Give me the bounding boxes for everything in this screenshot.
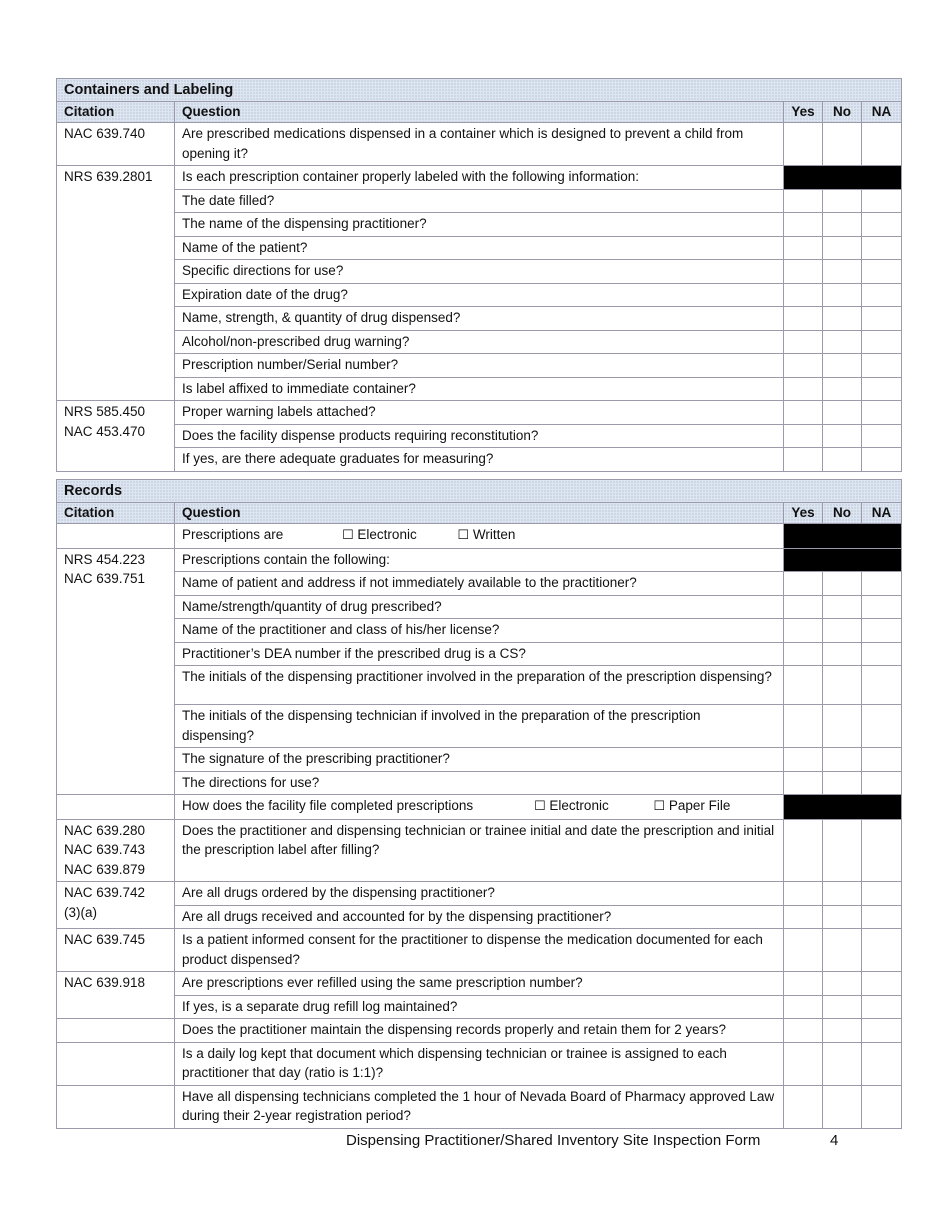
na-cell[interactable] [862, 748, 902, 772]
question: Specific directions for use? [175, 260, 784, 284]
na-cell[interactable] [862, 705, 902, 748]
no-cell[interactable] [823, 401, 862, 425]
yes-cell[interactable] [784, 572, 823, 596]
na-cell[interactable] [862, 448, 902, 472]
section-title-row [57, 480, 902, 503]
table-row [57, 377, 902, 401]
header-no: No [823, 503, 862, 524]
table-row [57, 642, 902, 666]
blocked-answer-cell [784, 548, 902, 572]
header-na: NA [862, 503, 902, 524]
na-cell[interactable] [862, 595, 902, 619]
table-row [57, 771, 902, 795]
question: Practitioner’s DEA number if the prescribed drug is a CS? [175, 642, 784, 666]
no-cell[interactable] [823, 819, 862, 882]
yes-cell[interactable] [784, 236, 823, 260]
question-text: How does the facility file completed prescriptions [182, 798, 474, 813]
blocked-answer-cell [784, 524, 902, 549]
question: Is label affixed to immediate container? [175, 377, 784, 401]
yes-cell[interactable] [784, 1085, 823, 1128]
question-text: Prescriptions are [182, 527, 284, 542]
table-row [57, 666, 902, 705]
checkbox-icon[interactable]: ☐ [457, 528, 470, 543]
option-label: Written [472, 527, 516, 542]
table-row [57, 166, 902, 190]
question: Are prescriptions ever refilled using the same prescription number? [175, 972, 784, 996]
section-title: Records [57, 480, 902, 503]
na-cell[interactable] [862, 283, 902, 307]
no-cell[interactable] [823, 123, 862, 166]
no-cell[interactable] [823, 236, 862, 260]
footer-title: Dispensing Practitioner/Shared Inventory Site Inspection Form [346, 1132, 761, 1149]
no-cell[interactable] [823, 448, 862, 472]
na-cell[interactable] [862, 1042, 902, 1085]
checkbox-icon[interactable]: ☐ [534, 799, 546, 814]
citation [57, 1085, 175, 1128]
table-row [57, 236, 902, 260]
na-cell[interactable] [862, 972, 902, 996]
no-cell[interactable] [823, 905, 862, 929]
yes-cell[interactable] [784, 377, 823, 401]
no-cell[interactable] [823, 1085, 862, 1128]
header-citation: Citation [57, 503, 175, 524]
no-cell[interactable] [823, 213, 862, 237]
table-row [57, 354, 902, 378]
table-row [57, 424, 902, 448]
question: Is each prescription container properly labeled with the following information: [175, 166, 784, 190]
yes-cell[interactable] [784, 307, 823, 331]
question: Is a patient informed consent for the practitioner to dispense the medication documented for each product dispensed? [175, 929, 784, 972]
yes-cell[interactable] [784, 666, 823, 705]
table-row [57, 572, 902, 596]
question: Proper warning labels attached? [175, 401, 784, 425]
table-row [57, 189, 902, 213]
blocked-answer-cell [784, 795, 902, 820]
page-number: 4 [830, 1132, 839, 1149]
citation: NAC 639.745 [57, 929, 175, 972]
no-cell[interactable] [823, 995, 862, 1019]
citation: NAC 639.918 [57, 972, 175, 996]
na-cell[interactable] [862, 619, 902, 643]
no-cell[interactable] [823, 619, 862, 643]
na-cell[interactable] [862, 572, 902, 596]
yes-cell[interactable] [784, 642, 823, 666]
table-row [57, 748, 902, 772]
question: Name of the practitioner and class of his/her license? [175, 619, 784, 643]
question: The date filled? [175, 189, 784, 213]
citation: NRS 585.450 NAC 453.470 [57, 401, 175, 472]
question: Name, strength, & quantity of drug dispensed? [175, 307, 784, 331]
table-row [57, 819, 902, 882]
question: If yes, is a separate drug refill log maintained? [175, 995, 784, 1019]
table-row [57, 330, 902, 354]
na-cell[interactable] [862, 213, 902, 237]
yes-cell[interactable] [784, 1019, 823, 1043]
na-cell[interactable] [862, 1085, 902, 1128]
table-row [57, 123, 902, 166]
question: Does the facility dispense products requiring reconstitution? [175, 424, 784, 448]
table-row [57, 401, 902, 425]
question: Prescription number/Serial number? [175, 354, 784, 378]
no-cell[interactable] [823, 705, 862, 748]
na-cell[interactable] [862, 995, 902, 1019]
yes-cell[interactable] [784, 995, 823, 1019]
question: The directions for use? [175, 771, 784, 795]
table-row [57, 619, 902, 643]
table-row [57, 283, 902, 307]
table-row [57, 1019, 902, 1043]
no-cell[interactable] [823, 642, 862, 666]
yes-cell[interactable] [784, 330, 823, 354]
yes-cell[interactable] [784, 619, 823, 643]
header-question: Question [175, 503, 784, 524]
no-cell[interactable] [823, 572, 862, 596]
no-cell[interactable] [823, 424, 862, 448]
no-cell[interactable] [823, 283, 862, 307]
yes-cell[interactable] [784, 123, 823, 166]
yes-cell[interactable] [784, 595, 823, 619]
citation [57, 1019, 175, 1043]
table-row [57, 1085, 902, 1128]
question: Name of patient and address if not immediately available to the practitioner? [175, 572, 784, 596]
yes-cell[interactable] [784, 705, 823, 748]
no-cell[interactable] [823, 354, 862, 378]
question: Alcohol/non-prescribed drug warning? [175, 330, 784, 354]
yes-cell[interactable] [784, 748, 823, 772]
question: Is a daily log kept that document which dispensing technician or trainee is assigned to each practitioner that day (ratio is 1:1)? [175, 1042, 784, 1085]
na-cell[interactable] [862, 882, 902, 906]
question: If yes, are there adequate graduates for measuring? [175, 448, 784, 472]
na-cell[interactable] [862, 905, 902, 929]
section-title-row [57, 79, 902, 102]
table-row [57, 595, 902, 619]
question: Prescriptions contain the following: [175, 548, 784, 572]
table-row [57, 995, 902, 1019]
yes-cell[interactable] [784, 882, 823, 906]
yes-cell[interactable] [784, 401, 823, 425]
no-cell[interactable] [823, 260, 862, 284]
na-cell[interactable] [862, 123, 902, 166]
citation: NRS 454.223 NAC 639.751 [57, 548, 175, 795]
option-label: Electronic [549, 798, 609, 813]
page-footer [346, 1132, 839, 1149]
table-row [57, 307, 902, 331]
no-cell[interactable] [823, 748, 862, 772]
table-row [57, 524, 902, 549]
question [175, 524, 784, 549]
header-yes: Yes [784, 102, 823, 123]
checkbox-icon[interactable]: ☐ [342, 528, 354, 543]
na-cell[interactable] [862, 929, 902, 972]
citation [57, 995, 175, 1019]
na-cell[interactable] [862, 401, 902, 425]
yes-cell[interactable] [784, 189, 823, 213]
yes-cell[interactable] [784, 929, 823, 972]
header-row [57, 503, 902, 524]
na-cell[interactable] [862, 189, 902, 213]
table-row [57, 705, 902, 748]
citation: NAC 639.742 (3)(a) [57, 882, 175, 929]
citation [57, 1042, 175, 1085]
header-question: Question [175, 102, 784, 123]
no-cell[interactable] [823, 595, 862, 619]
citation: NAC 639.280 NAC 639.743 NAC 639.879 [57, 819, 175, 882]
yes-cell[interactable] [784, 972, 823, 996]
na-cell[interactable] [862, 377, 902, 401]
table-row [57, 260, 902, 284]
yes-cell[interactable] [784, 905, 823, 929]
na-cell[interactable] [862, 330, 902, 354]
yes-cell[interactable] [784, 448, 823, 472]
na-cell[interactable] [862, 666, 902, 705]
question: The initials of the dispensing practitioner involved in the preparation of the prescription dispensing? [175, 666, 784, 705]
na-cell[interactable] [862, 642, 902, 666]
table-row [57, 929, 902, 972]
option-label: Paper File [668, 798, 731, 813]
table-row [57, 795, 902, 820]
containers-labeling-table [56, 78, 902, 472]
na-cell[interactable] [862, 1019, 902, 1043]
question: Are prescribed medications dispensed in a container which is designed to prevent a child from opening it? [175, 123, 784, 166]
table-row [57, 1042, 902, 1085]
no-cell[interactable] [823, 307, 862, 331]
header-row [57, 102, 902, 123]
question: Does the practitioner and dispensing technician or trainee initial and date the prescription and initial the prescription label after filling? [175, 819, 784, 882]
na-cell[interactable] [862, 424, 902, 448]
table-row [57, 213, 902, 237]
yes-cell[interactable] [784, 283, 823, 307]
na-cell[interactable] [862, 307, 902, 331]
yes-cell[interactable] [784, 354, 823, 378]
na-cell[interactable] [862, 819, 902, 882]
no-cell[interactable] [823, 666, 862, 705]
yes-cell[interactable] [784, 260, 823, 284]
yes-cell[interactable] [784, 771, 823, 795]
option-label: Electronic [357, 527, 417, 542]
question: Are all drugs ordered by the dispensing practitioner? [175, 882, 784, 906]
header-yes: Yes [784, 503, 823, 524]
table-row [57, 548, 902, 572]
question: Does the practitioner maintain the dispensing records properly and retain them for 2 years? [175, 1019, 784, 1043]
citation [57, 795, 175, 820]
citation: NRS 639.2801 [57, 166, 175, 401]
question: Are all drugs received and accounted for by the dispensing practitioner? [175, 905, 784, 929]
na-cell[interactable] [862, 260, 902, 284]
header-citation: Citation [57, 102, 175, 123]
header-na: NA [862, 102, 902, 123]
citation: NAC 639.740 [57, 123, 175, 166]
no-cell[interactable] [823, 771, 862, 795]
question: Name/strength/quantity of drug prescribed? [175, 595, 784, 619]
checkbox-icon[interactable]: ☐ [653, 799, 666, 814]
no-cell[interactable] [823, 189, 862, 213]
question: The initials of the dispensing technician if involved in the preparation of the prescription dispensing? [175, 705, 784, 748]
no-cell[interactable] [823, 1042, 862, 1085]
table-row [57, 972, 902, 996]
yes-cell[interactable] [784, 819, 823, 882]
section-title: Containers and Labeling [57, 79, 902, 102]
no-cell[interactable] [823, 929, 862, 972]
citation [57, 524, 175, 549]
table-row [57, 882, 902, 906]
na-cell[interactable] [862, 771, 902, 795]
question: The name of the dispensing practitioner? [175, 213, 784, 237]
question [175, 795, 784, 820]
no-cell[interactable] [823, 972, 862, 996]
na-cell[interactable] [862, 236, 902, 260]
question: Have all dispensing technicians completed the 1 hour of Nevada Board of Pharmacy approved Law during their 2-year registration period? [175, 1085, 784, 1128]
yes-cell[interactable] [784, 1042, 823, 1085]
table-row [57, 905, 902, 929]
na-cell[interactable] [862, 354, 902, 378]
yes-cell[interactable] [784, 424, 823, 448]
no-cell[interactable] [823, 1019, 862, 1043]
yes-cell[interactable] [784, 213, 823, 237]
question: Name of the patient? [175, 236, 784, 260]
table-row [57, 448, 902, 472]
records-table [56, 479, 902, 1129]
no-cell[interactable] [823, 882, 862, 906]
question: Expiration date of the drug? [175, 283, 784, 307]
question: The signature of the prescribing practitioner? [175, 748, 784, 772]
blocked-answer-cell [784, 166, 902, 190]
no-cell[interactable] [823, 330, 862, 354]
no-cell[interactable] [823, 377, 862, 401]
header-no: No [823, 102, 862, 123]
